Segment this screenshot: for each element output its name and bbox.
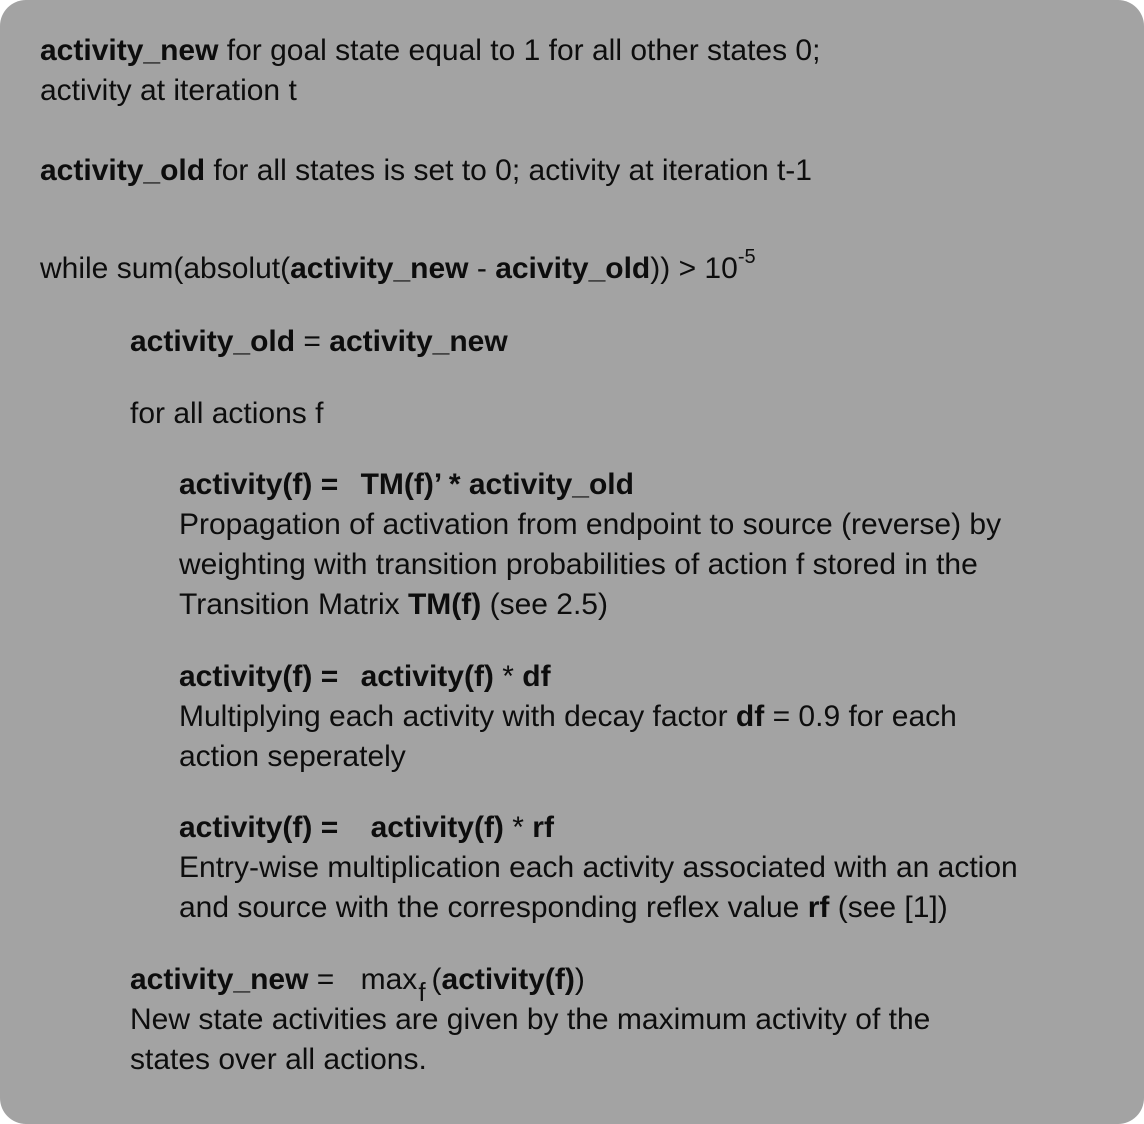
step1-desc-line1: Propagation of activation from endpoint to source (reverse) by xyxy=(179,508,1002,541)
step1-desc-line3 xyxy=(179,585,608,625)
final-max: max xyxy=(360,963,418,996)
step3-lhs: activity(f) = xyxy=(179,811,347,844)
step2-desc1-pre: Multiplying each activity with decay factor xyxy=(179,700,736,733)
step2-desc-line2: action seperately xyxy=(179,740,406,773)
final-formula xyxy=(130,960,585,1007)
assign-op: = xyxy=(295,325,330,358)
step2-rhs-df: df xyxy=(522,660,551,693)
loop-var-old: acivity_old xyxy=(495,252,651,285)
loop-prefix: while sum(absolut( xyxy=(40,252,291,285)
loop-exponent: -5 xyxy=(737,246,756,268)
step2-rhs-op: * xyxy=(493,660,523,693)
step3-desc2-post: (see [1]) xyxy=(829,891,948,924)
final-desc-line1: New state activities are given by the maximum activity of the xyxy=(130,1003,931,1036)
final-paren-open: ( xyxy=(431,963,442,996)
activity-new-var: activity_new xyxy=(40,34,219,67)
final-desc-line2: states over all actions. xyxy=(130,1043,427,1076)
step1-desc3-post: (see 2.5) xyxy=(481,588,608,621)
loop-minus: - xyxy=(468,252,496,285)
step1-formula xyxy=(179,465,634,505)
step3-rhs-var: activity(f) xyxy=(370,811,504,844)
while-loop-condition xyxy=(40,246,756,289)
activity-new-init-line xyxy=(40,31,820,71)
final-arg: activity(f) xyxy=(441,963,575,996)
final-op: = xyxy=(308,963,343,996)
step1-rhs: TM(f)’ * activity_old xyxy=(360,468,634,501)
final-lhs: activity_new xyxy=(130,963,309,996)
final-paren-close: ) xyxy=(574,963,585,996)
activity-new-desc: activity at iteration t xyxy=(40,74,297,107)
step1-desc-line2: weighting with transition probabilities of action f stored in the xyxy=(179,548,978,581)
activity-old-init-text: for all states is set to 0; activity at iteration t-1 xyxy=(205,154,812,187)
step2-desc1-post: = 0.9 for each xyxy=(764,700,957,733)
step3-desc2-rf: rf xyxy=(807,891,830,924)
step3-formula xyxy=(179,808,554,848)
step2-formula xyxy=(179,657,551,697)
final-max-sub: f xyxy=(418,977,426,1007)
assign-lhs: activity_old xyxy=(130,325,296,358)
step1-desc3-pre: Transition Matrix xyxy=(179,588,408,621)
activity-old-init-line xyxy=(40,151,812,191)
step3-desc-line1: Entry-wise multiplication each activity associated with an action xyxy=(179,851,1018,884)
assign-rhs: activity_new xyxy=(329,325,508,358)
activity-new-init-text: for goal state equal to 1 for all other states 0; xyxy=(218,34,821,67)
step1-desc3-tm: TM(f) xyxy=(407,588,482,621)
step1-lhs: activity(f) = xyxy=(179,468,347,501)
step2-rhs-var: activity(f) xyxy=(360,660,494,693)
step3-rhs-rf: rf xyxy=(532,811,554,844)
step3-rhs-op: * xyxy=(503,811,533,844)
activity-old-var: activity_old xyxy=(40,154,206,187)
step3-desc2-pre: and source with the corresponding reflex value xyxy=(179,891,808,924)
loop-var-new: activity_new xyxy=(290,252,469,285)
step2-desc-line1 xyxy=(179,697,957,737)
step3-desc-line2 xyxy=(179,888,948,928)
step2-desc1-df: df xyxy=(735,700,765,733)
assign-line xyxy=(130,322,508,362)
for-loop-line: for all actions f xyxy=(130,397,324,430)
loop-suffix: )) > 10 xyxy=(650,252,738,285)
step2-lhs: activity(f) = xyxy=(179,660,347,693)
